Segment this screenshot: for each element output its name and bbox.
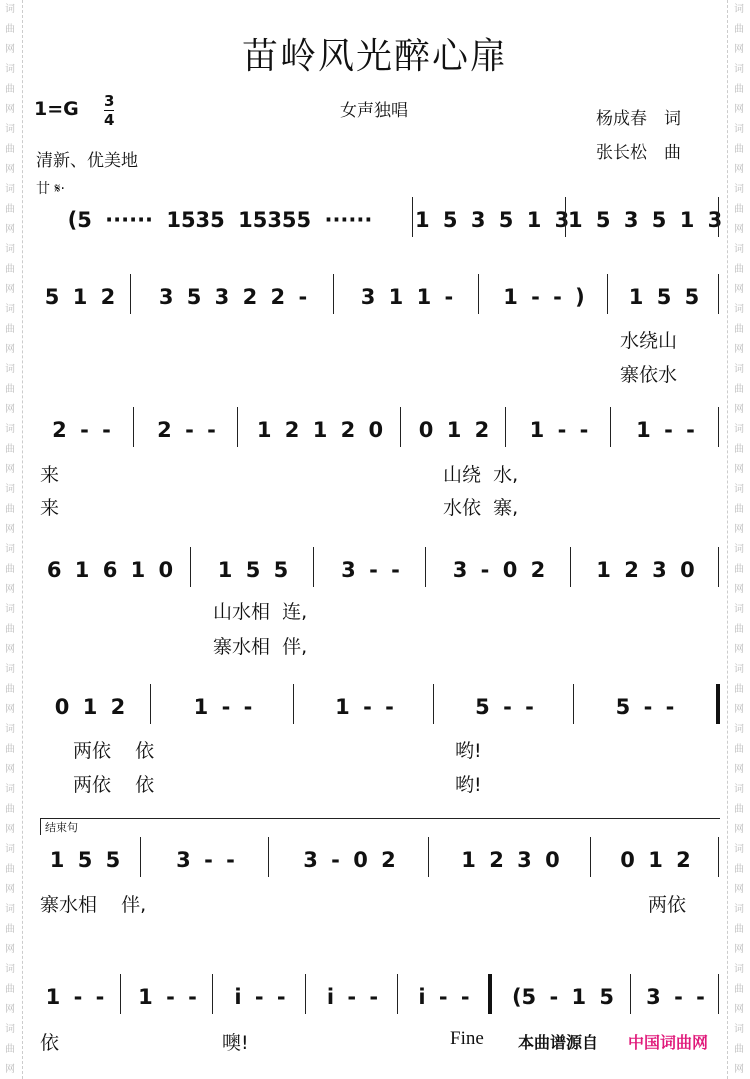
watermark-left: 词 曲 网 词 曲 网 词 曲 网 词 曲 网 词 曲 网 词 曲 网 词 曲 网 词 曲 网 词 曲 网 词 曲 网 词 曲 网 词 曲 网 词 曲 网 词 曲 网 词 曲 网 词 曲 网 词 曲 网 词 曲 网 — [5, 4, 15, 1075]
measure: 3 1 1 - — [360, 285, 454, 309]
lyric: 水依 寨, — [443, 497, 519, 519]
measure: 0 1 2 — [418, 418, 490, 442]
measure: 3 - 0 2 — [452, 558, 546, 582]
measure: 5 1 2 — [44, 285, 116, 309]
time-top: 3 — [104, 92, 115, 110]
measure: 6 1 6 1 0 — [46, 558, 174, 582]
measure: 1 - - — [636, 418, 695, 442]
tempo-marking: 清新、优美地 — [36, 151, 138, 171]
margin-line-left — [22, 0, 23, 1079]
measure: 0 1 2 — [620, 848, 691, 872]
staff-row-4 — [0, 555, 750, 585]
lyric: 哟! — [455, 740, 482, 762]
ending-label: 结束句 — [40, 818, 720, 835]
measure: 1 5 3 5 1 3 — [415, 208, 570, 232]
key-signature: 1=G — [34, 98, 79, 120]
watermark-right: 词 曲 网 词 曲 网 词 曲 网 词 曲 网 词 曲 网 词 曲 网 词 曲 网 词 曲 网 词 曲 网 词 曲 网 词 曲 网 词 曲 网 词 曲 网 词 曲 网 词 曲 网 词 曲 网 词 曲 网 词 曲 网 — [734, 4, 744, 1075]
lyric: 来 — [40, 497, 60, 519]
staff-row-6 — [0, 845, 750, 875]
lyric: 山绕 水, — [443, 464, 519, 486]
lyric: 哟! — [455, 774, 482, 796]
ornament-mark: 廿 𝄋· — [36, 181, 65, 197]
measure: 1 - - — [529, 418, 589, 442]
lyric-line: 寨水相 伴, — [213, 636, 308, 658]
measure: (5 ······ 1535 15355 ······ — [67, 208, 373, 232]
lyric: 噢! — [222, 1032, 249, 1054]
source-label: 本曲谱源自 — [518, 1033, 599, 1052]
measure: (5 - 1 5 — [511, 985, 615, 1009]
measure: 1 5 5 — [49, 848, 121, 872]
measure: i - - — [418, 985, 470, 1009]
source-site-link[interactable]: 中国词曲网 — [628, 1033, 709, 1052]
composer: 张长松 曲 — [596, 143, 681, 163]
measure: 5 - - — [615, 695, 675, 719]
measure: 1 - - — [335, 695, 394, 719]
lyric-line: 山水相 连, — [213, 601, 308, 623]
lyric: 依 — [40, 1032, 60, 1054]
measure: 3 5 3 2 2 - — [158, 285, 308, 309]
margin-line-right — [727, 0, 728, 1079]
measure: 1 2 1 2 0 — [256, 418, 384, 442]
lyric-line: 寨依水 — [620, 364, 678, 386]
measure: 1 - - — [45, 985, 105, 1009]
measure: 3 - - — [176, 848, 235, 872]
measure: 2 - - — [52, 418, 111, 442]
lyric: 两依 — [648, 894, 687, 916]
measure: 2 - - — [157, 418, 216, 442]
fine-marking: Fine — [450, 1028, 484, 1049]
measure: 1 - - — [138, 985, 197, 1009]
measure: 1 2 3 0 — [596, 558, 695, 582]
song-title: 苗岭风光醉心扉 — [241, 36, 508, 77]
measure: 3 - 0 2 — [303, 848, 396, 872]
staff-row-1 — [0, 205, 750, 235]
measure: 1 5 5 — [628, 285, 700, 309]
measure: 5 - - — [475, 695, 534, 719]
measure: i - - — [234, 985, 286, 1009]
time-bottom: 4 — [104, 111, 115, 129]
measure: 3 - - — [341, 558, 400, 582]
measure: 1 5 5 — [217, 558, 289, 582]
lyric-line: 水绕山 — [620, 330, 678, 352]
measure: 1 2 3 0 — [461, 848, 560, 872]
measure: 3 - - — [646, 985, 705, 1009]
staff-row-3 — [0, 415, 750, 445]
measure: 1 - - ) — [503, 285, 585, 309]
measure: 1 - - — [193, 695, 253, 719]
lyric: 两依 依 — [73, 774, 155, 796]
staff-row-5 — [0, 692, 750, 722]
lyricist: 杨成春 词 — [596, 109, 681, 129]
lyric: 两依 依 — [73, 740, 155, 762]
staff-row-2 — [0, 282, 750, 312]
measure: 0 1 2 — [54, 695, 126, 719]
measure: i - - — [326, 985, 379, 1009]
lyric: 寨水相 伴, — [40, 894, 147, 916]
performer: 女声独唱 — [340, 101, 408, 121]
lyric: 来 — [40, 464, 60, 486]
measure: 1 5 3 5 1 3 — [568, 208, 723, 232]
staff-row-7 — [0, 982, 750, 1012]
